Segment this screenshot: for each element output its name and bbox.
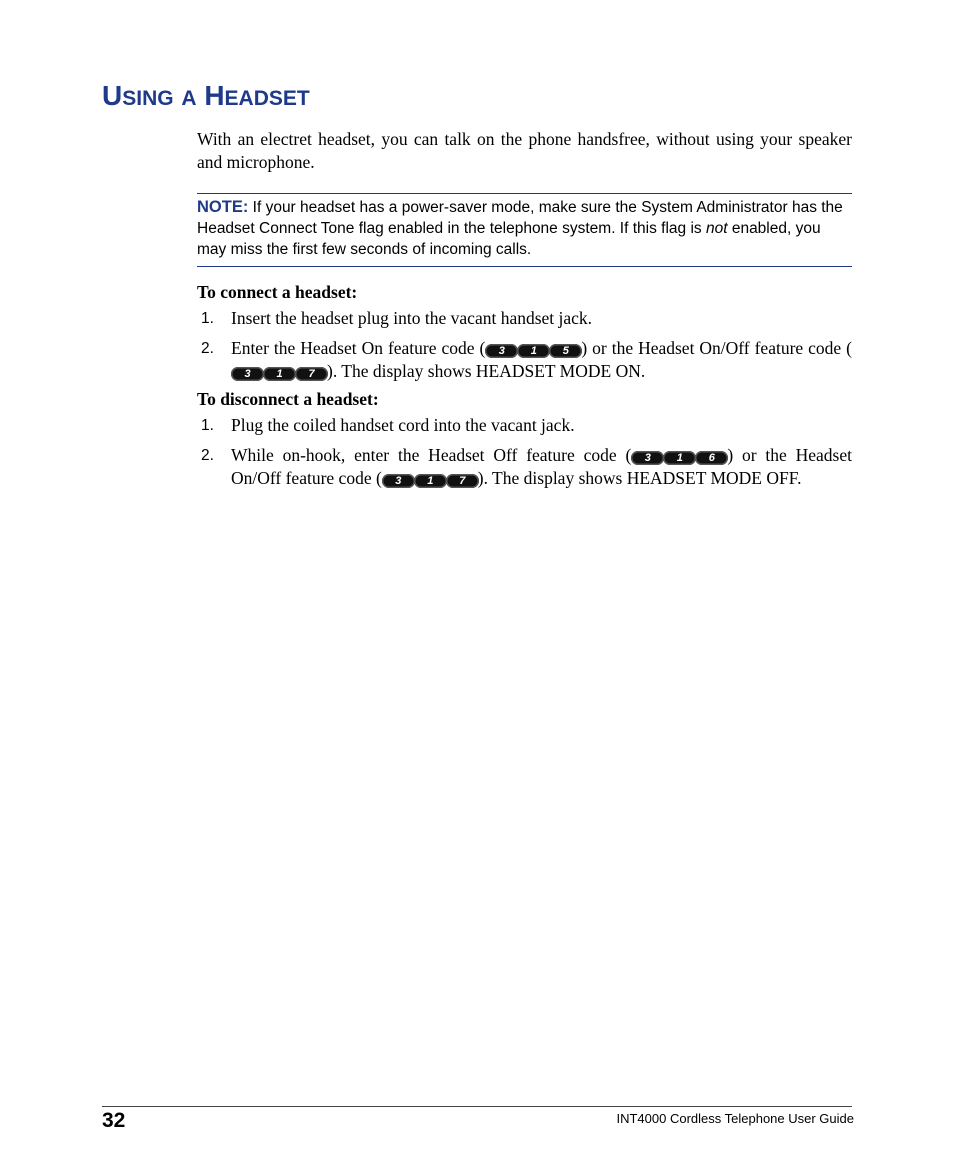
step-text-part1: Enter the Headset On feature code (: [231, 338, 486, 358]
page-content: [197, 128, 852, 497]
step-text: Plug the coiled handset cord into the vacant jack.: [231, 415, 575, 435]
title-word-headset: EADSET: [224, 87, 310, 110]
feature-code-keys: [231, 367, 327, 381]
feature-code-keys: [485, 344, 581, 358]
key-3-icon: 3: [382, 474, 415, 488]
key-7-icon: 7: [295, 367, 328, 381]
key-1-icon: 1: [663, 451, 696, 465]
key-6-icon: 6: [695, 451, 728, 465]
list-item: [197, 414, 852, 437]
list-item: [197, 337, 852, 383]
title-word-using: SING: [122, 87, 174, 110]
step-text-part1: While on-hook, enter the Headset Off feature code (: [231, 445, 632, 465]
key-1-icon: 1: [414, 474, 447, 488]
disconnect-heading: To disconnect a headset:: [197, 389, 379, 409]
note-text-after: enabled, you may miss the first few seconds of incoming calls.: [197, 220, 821, 258]
key-3-icon: 3: [485, 344, 518, 358]
step-text-part3: ). The display shows HEADSET MODE ON.: [327, 361, 646, 381]
step-number: 2.: [201, 340, 214, 357]
title-word-a: A: [181, 87, 197, 110]
key-3-icon: 3: [231, 367, 264, 381]
key-1-icon: 1: [263, 367, 296, 381]
step-number: 1.: [201, 417, 214, 434]
key-5-icon: 5: [549, 344, 582, 358]
key-7-icon: 7: [446, 474, 479, 488]
connect-heading: To connect a headset:: [197, 282, 358, 302]
guide-title: INT4000 Cordless Telephone User Guide: [616, 1111, 854, 1126]
connect-steps: [197, 307, 852, 383]
key-1-icon: 1: [517, 344, 550, 358]
note-label: NOTE:: [197, 198, 249, 216]
step-number: 2.: [201, 447, 214, 464]
step-text-part2: ) or the Headset On/Off feature code (: [231, 445, 852, 488]
list-item: [197, 307, 852, 330]
step-text: Insert the headset plug into the vacant handset jack.: [231, 308, 593, 328]
disconnect-steps: [197, 414, 852, 490]
intro-paragraph: With an electret headset, you can talk on the phone handsfree, without using your speaker and microphone.: [197, 129, 852, 172]
note-emphasis: not: [705, 220, 728, 237]
feature-code-keys: [382, 474, 478, 488]
page-title: [102, 80, 310, 115]
step-text-part3: ). The display shows HEADSET MODE OFF.: [477, 468, 802, 488]
footer-divider: [102, 1106, 852, 1107]
note-box: [197, 193, 852, 267]
page-number: 32: [102, 1109, 126, 1132]
title-cap-u: U: [102, 80, 123, 111]
key-3-icon: 3: [631, 451, 664, 465]
list-item: [197, 444, 852, 490]
title-cap-h: H: [204, 80, 225, 111]
note-text-before: If your headset has a power-saver mode, make sure the System Administrator has the Headset Connect Tone flag enabled in the telephone system. If this flag is: [197, 199, 843, 237]
feature-code-keys: [631, 451, 727, 465]
step-text-part2: ) or the Headset On/Off feature code (: [581, 338, 852, 358]
step-number: 1.: [201, 310, 214, 327]
